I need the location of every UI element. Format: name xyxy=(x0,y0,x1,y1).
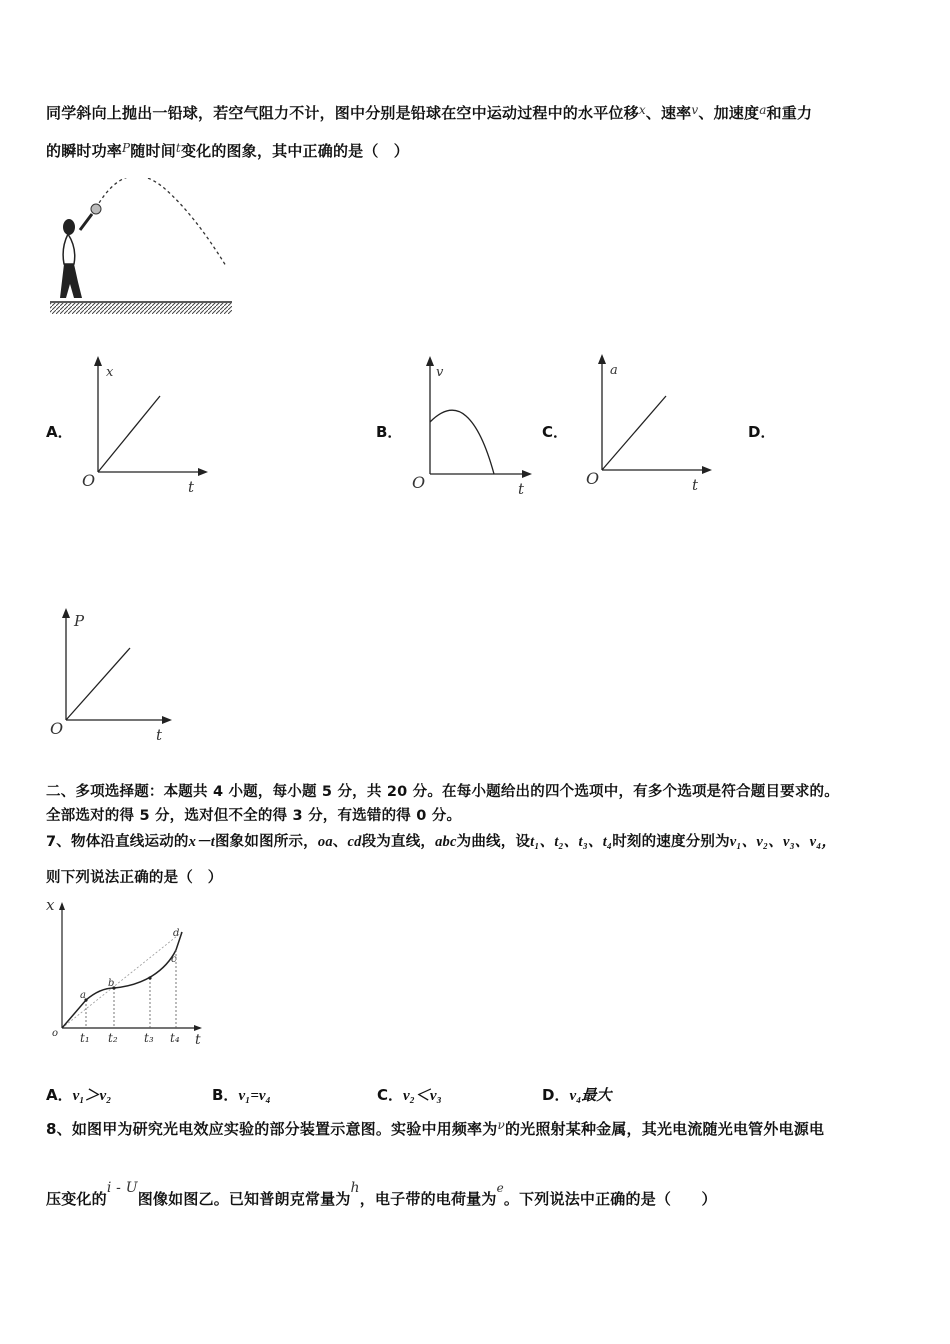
graph-c xyxy=(574,352,724,502)
x-label: t xyxy=(195,1032,201,1048)
q6-text: 、速率 xyxy=(645,104,692,122)
var-v: v xyxy=(691,103,699,117)
point-a-label: a xyxy=(80,990,86,1001)
var-t: t xyxy=(175,141,181,155)
q8-line1 xyxy=(46,1118,824,1139)
section2-heading-line2: 全部选对的得 5 分，选对但不全的得 3 分，有选错的得 0 分。 xyxy=(46,808,462,824)
q7-text: 时刻的速度分别为 xyxy=(612,834,730,850)
y-label: v xyxy=(436,365,444,380)
q7-option-a[interactable] xyxy=(46,1084,111,1105)
q7-times: t₁、t₂、t₃、t₄ xyxy=(530,834,613,850)
q7-line2: 则下列说法正确的是（ ） xyxy=(46,870,223,886)
y-label: x xyxy=(46,896,55,914)
var-x: x xyxy=(638,103,646,117)
q7-segment-abc: abc xyxy=(435,834,457,850)
x-label: t xyxy=(156,726,163,744)
q6-line2 xyxy=(46,140,409,161)
graph-b xyxy=(400,352,550,502)
option-text: v₁＞v₂ xyxy=(72,1088,112,1104)
q7-graph-kind: x－t xyxy=(188,834,215,850)
ground-hatch xyxy=(50,303,232,314)
graph-line xyxy=(66,648,130,720)
q7-xt-graph xyxy=(40,892,220,1052)
var-a: a xyxy=(759,103,767,117)
option-label: B． xyxy=(212,1086,239,1104)
point-b-label: b xyxy=(108,978,115,989)
shot-ball xyxy=(91,204,101,214)
tick-t2-label: t₂ xyxy=(108,1031,118,1045)
var-i-u: i - U xyxy=(106,1180,138,1196)
option-text: v₁=v₄ xyxy=(238,1088,271,1104)
q6-text: 的瞬时功率 xyxy=(46,142,123,160)
graph-d xyxy=(38,604,188,744)
q8-text: 压变化的 xyxy=(46,1190,107,1208)
origin-label: O xyxy=(412,473,426,492)
tick-t1-label: t₁ xyxy=(80,1031,90,1045)
y-label: P xyxy=(74,612,85,630)
q8-text: 。下列说法中正确的是（ ） xyxy=(503,1190,717,1208)
q7-line1 xyxy=(46,830,836,851)
q8-text: 8、如图甲为研究光电效应实验的部分装置示意图。实验中用频率为 xyxy=(46,1120,498,1138)
q7-text: 图象如图所示， xyxy=(214,834,318,850)
q6-text: 随时间 xyxy=(130,142,176,160)
x-label: t xyxy=(518,480,525,498)
option-text: v₂＜v₃ xyxy=(403,1088,442,1104)
q7-text: 为曲线，设 xyxy=(456,834,531,850)
origin-label: O xyxy=(50,719,64,738)
shot-put-illustration xyxy=(44,178,244,320)
section2-heading-line1: 二、多项选择题：本题共 4 小题，每小题 5 分，共 20 分。在每小题给出的四个选项中，有多个选项是符合题目要求的。 xyxy=(46,784,839,800)
q8-text: 的光照射某种金属，其光电流随光电管外电源电 xyxy=(504,1120,825,1138)
option-a-label[interactable]: A． xyxy=(46,423,73,441)
option-c-label[interactable]: C． xyxy=(542,423,569,441)
tick-t3-label: t₃ xyxy=(144,1031,154,1045)
q7-text: 段为直线， xyxy=(361,834,436,850)
var-e: e xyxy=(496,1181,504,1195)
point-d-label: d xyxy=(173,928,180,939)
q7-speeds: v₁、v₂、v₃、v₄， xyxy=(729,834,837,850)
q7-segment-cd: cd xyxy=(347,834,362,850)
graph-curve xyxy=(430,410,494,474)
x-label: t xyxy=(188,478,195,496)
q7-option-b[interactable] xyxy=(212,1084,271,1105)
q7-text: 7、物体沿直线运动的 xyxy=(46,834,189,850)
origin-label: o xyxy=(52,1028,59,1039)
q7-option-d[interactable] xyxy=(542,1084,611,1105)
origin-label: O xyxy=(586,469,600,488)
var-nu: ν xyxy=(497,1118,505,1132)
y-label: x xyxy=(106,365,114,380)
q7-option-c[interactable] xyxy=(377,1084,442,1105)
trajectory-dashed xyxy=(96,178,226,266)
option-b-label[interactable]: B． xyxy=(376,423,403,441)
origin-label: O xyxy=(82,471,96,490)
option-label: C． xyxy=(377,1086,404,1104)
thrower-figure xyxy=(60,214,92,298)
q6-line1 xyxy=(46,102,812,123)
reference-line xyxy=(62,932,182,1028)
q6-text: 变化的图象，其中正确的是（ ） xyxy=(180,142,409,160)
y-label: a xyxy=(610,363,618,378)
q7-segment-oa: oa xyxy=(317,834,333,850)
q6-text: 、加速度 xyxy=(698,104,760,122)
option-label: A． xyxy=(46,1086,73,1104)
q6-text: 同学斜向上抛出一铅球，若空气阻力不计，图中分别是铅球在空中运动过程中的水平位移 xyxy=(46,104,639,122)
q8-text: 图像如图乙。已知普朗克常量为 xyxy=(137,1190,351,1208)
point-c-label: c xyxy=(171,954,177,965)
q8-line2 xyxy=(46,1180,717,1209)
tick-t4-label: t₄ xyxy=(170,1031,180,1045)
x-label: t xyxy=(692,476,699,494)
graph-line xyxy=(98,396,160,472)
q7-text: 、 xyxy=(332,834,348,850)
option-text: v₄最大 xyxy=(569,1088,612,1104)
option-label: D． xyxy=(542,1086,570,1104)
graph-a xyxy=(70,352,220,502)
var-p: P xyxy=(122,141,131,155)
var-h: h xyxy=(350,1180,360,1196)
graph-line xyxy=(602,396,666,470)
q6-text: 和重力 xyxy=(766,104,813,122)
q8-text: ，电子带的电荷量为 xyxy=(359,1190,497,1208)
option-d-label[interactable]: D． xyxy=(748,423,776,441)
